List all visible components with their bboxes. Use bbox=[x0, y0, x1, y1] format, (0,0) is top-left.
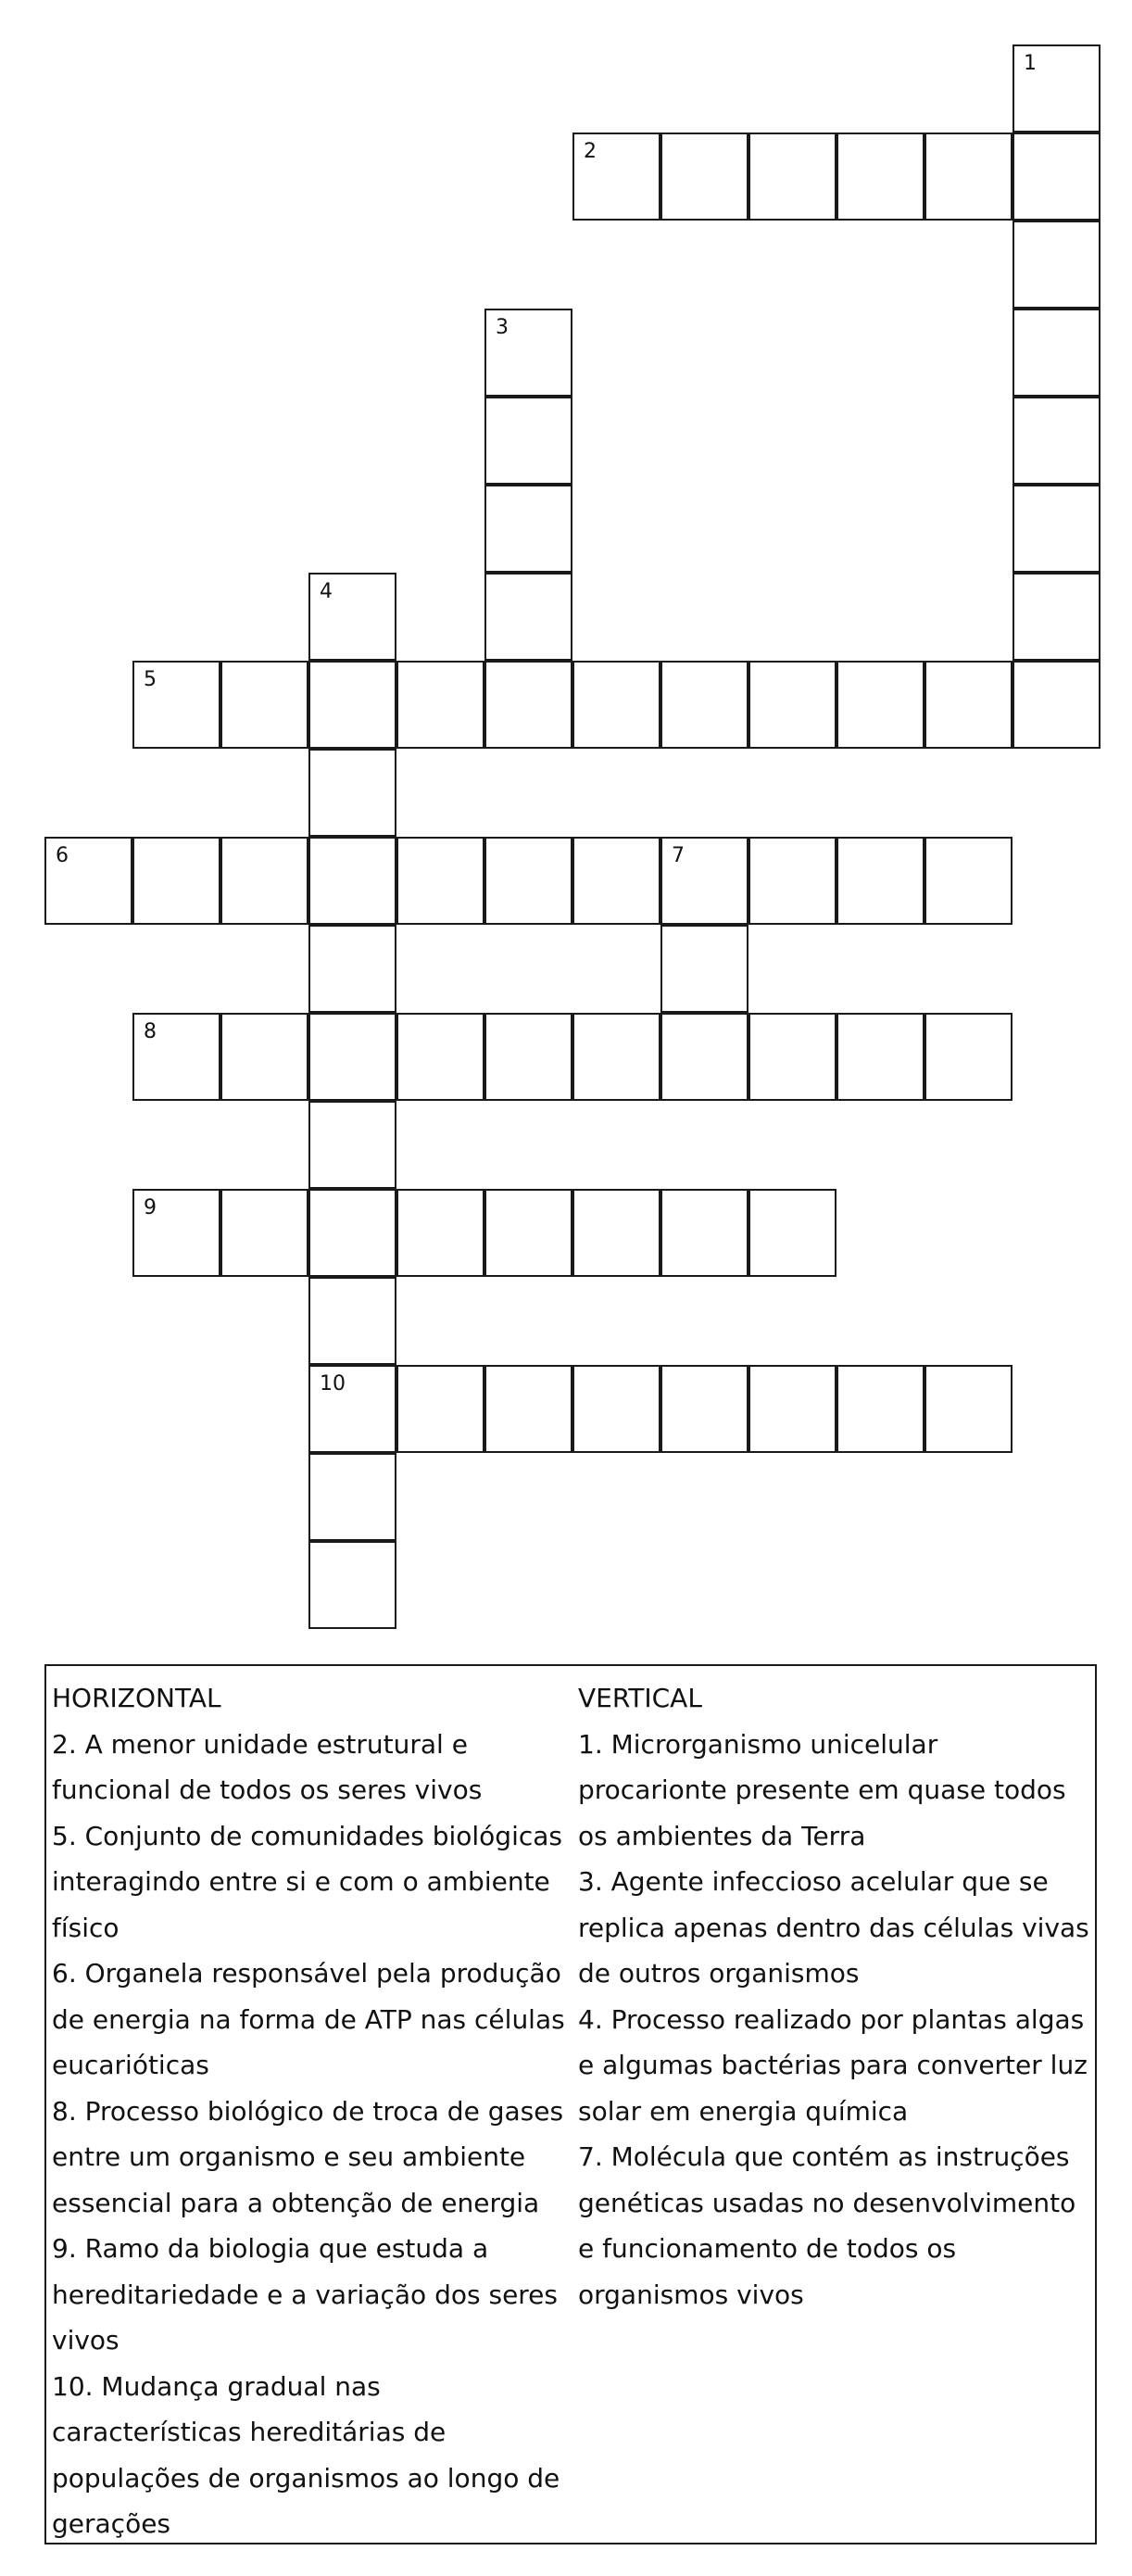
grid-cell[interactable] bbox=[308, 1189, 396, 1277]
grid-cell[interactable] bbox=[484, 837, 572, 925]
grid-cell[interactable] bbox=[396, 1365, 484, 1453]
grid-cell[interactable] bbox=[836, 661, 924, 749]
grid-cell[interactable] bbox=[660, 661, 748, 749]
clue-number: 5 bbox=[144, 668, 157, 691]
grid-cell[interactable] bbox=[572, 133, 660, 221]
grid-cell[interactable] bbox=[660, 1013, 748, 1101]
clue-number: 4 bbox=[320, 580, 333, 603]
clue-number: 2 bbox=[584, 140, 597, 163]
grid-cell[interactable] bbox=[308, 1013, 396, 1101]
grid-cell[interactable] bbox=[308, 1541, 396, 1629]
grid-cell[interactable] bbox=[748, 837, 836, 925]
grid-cell[interactable] bbox=[572, 661, 660, 749]
clue-vertical-7: 7. Molécula que contém as instruções genéticas usadas no desenvolvimento e funcionamento de todos os organismos vivos bbox=[578, 2141, 1076, 2310]
grid-cell[interactable] bbox=[748, 1189, 836, 1277]
grid-cell[interactable] bbox=[220, 837, 308, 925]
clue-horizontal-5: 5. Conjunto de comunidades biológicas interagindo entre si e com o ambiente físico bbox=[52, 1820, 563, 1943]
grid-cell[interactable] bbox=[220, 1013, 308, 1101]
grid-cell[interactable] bbox=[308, 1101, 396, 1189]
grid-cell[interactable] bbox=[660, 837, 748, 925]
clue-number: 10 bbox=[320, 1372, 346, 1395]
horizontal-clues bbox=[52, 1675, 567, 2547]
grid-cell[interactable] bbox=[484, 573, 572, 661]
grid-cell[interactable] bbox=[1013, 397, 1101, 485]
vertical-heading: VERTICAL bbox=[578, 1683, 702, 1713]
grid-cell[interactable] bbox=[220, 1189, 308, 1277]
grid-cell[interactable] bbox=[836, 1013, 924, 1101]
grid-cell[interactable] bbox=[924, 837, 1013, 925]
grid-cell[interactable] bbox=[44, 837, 132, 925]
grid-cell[interactable] bbox=[220, 661, 308, 749]
grid-cell[interactable] bbox=[572, 1013, 660, 1101]
clue-horizontal-6: 6. Organela responsável pela produção de energia na forma de ATP nas células eucarióticas bbox=[52, 1958, 565, 2080]
grid-cell[interactable] bbox=[748, 1365, 836, 1453]
grid-cell[interactable] bbox=[396, 661, 484, 749]
grid-cell[interactable] bbox=[484, 661, 572, 749]
grid-cell[interactable] bbox=[308, 1365, 396, 1453]
grid-cell[interactable] bbox=[924, 133, 1013, 221]
vertical-clues bbox=[578, 1675, 1093, 2317]
grid-cell[interactable] bbox=[836, 133, 924, 221]
grid-cell[interactable] bbox=[660, 925, 748, 1013]
horizontal-heading: HORIZONTAL bbox=[52, 1683, 221, 1713]
grid-cell[interactable] bbox=[484, 309, 572, 397]
clue-number: 3 bbox=[496, 316, 509, 339]
grid-cell[interactable] bbox=[484, 1013, 572, 1101]
grid-cell[interactable] bbox=[132, 1189, 220, 1277]
grid-cell[interactable] bbox=[836, 837, 924, 925]
grid-cell[interactable] bbox=[748, 661, 836, 749]
grid-cell[interactable] bbox=[748, 1013, 836, 1101]
grid-cell[interactable] bbox=[660, 1189, 748, 1277]
grid-cell[interactable] bbox=[1013, 133, 1101, 221]
grid-cell[interactable] bbox=[308, 1453, 396, 1541]
grid-cell[interactable] bbox=[1013, 485, 1101, 573]
clue-vertical-4: 4. Processo realizado por plantas algas e algumas bactérias para converter luz solar em energia química bbox=[578, 2003, 1088, 2127]
clue-horizontal-10: 10. Mudança gradual nas características hereditárias de populações de organismos ao longo de gerações bbox=[52, 2370, 560, 2539]
grid-cell[interactable] bbox=[660, 133, 748, 221]
clue-number: 7 bbox=[672, 844, 685, 867]
grid-cell[interactable] bbox=[484, 397, 572, 485]
grid-cell[interactable] bbox=[132, 661, 220, 749]
grid-cell[interactable] bbox=[836, 1365, 924, 1453]
clue-vertical-3: 3. Agente infeccioso acelular que se replica apenas dentro das células vivas de outros organismos bbox=[578, 1866, 1089, 1989]
clue-horizontal-9: 9. Ramo da biologia que estuda a hereditariedade e a variação dos seres vivos bbox=[52, 2233, 558, 2355]
grid-cell[interactable] bbox=[396, 1013, 484, 1101]
clue-number: 8 bbox=[144, 1020, 157, 1043]
grid-cell[interactable] bbox=[1013, 573, 1101, 661]
grid-cell[interactable] bbox=[748, 133, 836, 221]
grid-cell[interactable] bbox=[484, 485, 572, 573]
grid-cell[interactable] bbox=[308, 573, 396, 661]
grid-cell[interactable] bbox=[924, 661, 1013, 749]
grid-cell[interactable] bbox=[1013, 309, 1101, 397]
clue-number: 9 bbox=[144, 1196, 157, 1219]
grid-cell[interactable] bbox=[308, 1277, 396, 1365]
grid-cell[interactable] bbox=[132, 837, 220, 925]
clue-horizontal-2: 2. A menor unidade estrutural e funcional de todos os seres vivos bbox=[52, 1728, 483, 1805]
grid-cell[interactable] bbox=[572, 1189, 660, 1277]
grid-cell[interactable] bbox=[1013, 44, 1101, 133]
grid-cell[interactable] bbox=[1013, 661, 1101, 749]
grid-cell[interactable] bbox=[396, 837, 484, 925]
clue-horizontal-8: 8. Processo biológico de troca de gases entre um organismo e seu ambiente essencial para a obtenção de energia bbox=[52, 2095, 564, 2218]
grid-cell[interactable] bbox=[308, 925, 396, 1013]
clue-vertical-1: 1. Microrganismo unicelular procarionte presente em quase todos os ambientes da Terra bbox=[578, 1728, 1066, 1851]
grid-cell[interactable] bbox=[308, 661, 396, 749]
grid-cell[interactable] bbox=[924, 1013, 1013, 1101]
grid-cell[interactable] bbox=[308, 837, 396, 925]
clue-number: 1 bbox=[1024, 52, 1037, 75]
grid-cell[interactable] bbox=[572, 837, 660, 925]
clue-number: 6 bbox=[56, 844, 69, 867]
grid-cell[interactable] bbox=[572, 1365, 660, 1453]
grid-cell[interactable] bbox=[396, 1189, 484, 1277]
grid-cell[interactable] bbox=[1013, 221, 1101, 309]
grid-cell[interactable] bbox=[308, 749, 396, 837]
grid-cell[interactable] bbox=[660, 1365, 748, 1453]
clues-panel bbox=[44, 1664, 1097, 2544]
grid-cell[interactable] bbox=[924, 1365, 1013, 1453]
grid-cell[interactable] bbox=[484, 1189, 572, 1277]
grid-cell[interactable] bbox=[132, 1013, 220, 1101]
grid-cell[interactable] bbox=[484, 1365, 572, 1453]
